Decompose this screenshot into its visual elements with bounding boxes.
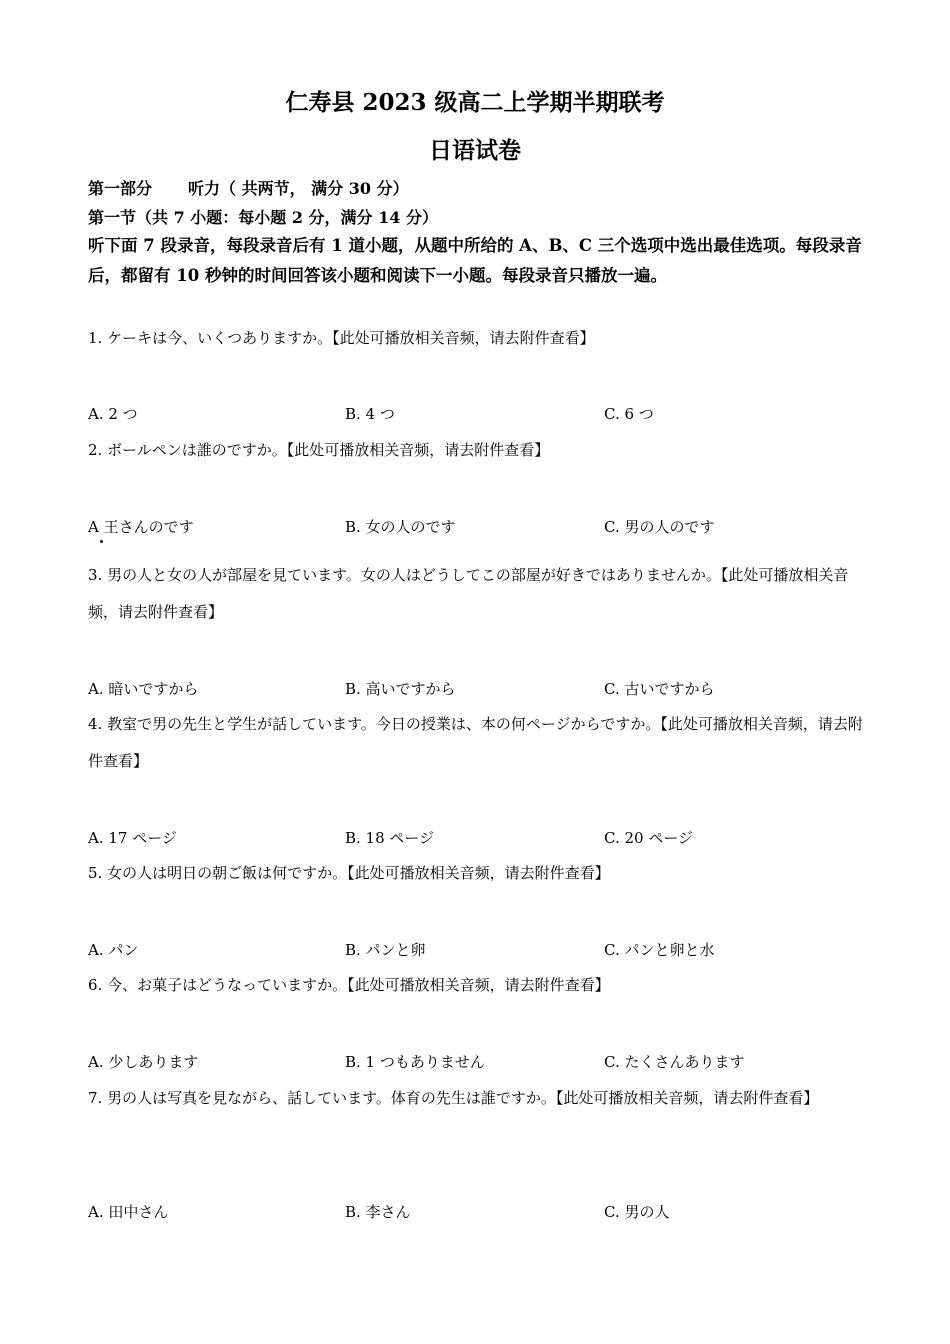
question-5-text: 5. 女の人は明日の朝ご飯は何ですか。【此处可播放相关音频，请去附件查看】 xyxy=(88,864,610,882)
question-7-text: 7. 男の人は写真を見ながら、話しています。体育の先生は誰ですか。【此处可播放相关音频，请去附件查看】 xyxy=(88,1089,819,1107)
question-6-option-a[interactable]: A. 少しあります xyxy=(88,1053,199,1071)
question-7-option-c[interactable]: C. 男の人 xyxy=(604,1203,670,1221)
question-5-option-c[interactable]: C. パンと卵と水 xyxy=(604,941,715,959)
question-6-option-c[interactable]: C. たくさんあります xyxy=(604,1053,745,1071)
question-2-text: 2. ボールペンは誰のですか。【此处可播放相关音频，请去附件查看】 xyxy=(88,441,550,459)
section-heading: 第一节（共 7 小题：每小题 2 分，满分 14 分） xyxy=(88,208,438,227)
exam-title: 仁寿县 2023 级高二上学期半期联考 xyxy=(285,89,665,116)
question-6-text: 6. 今、お菓子はどうなっていますか。【此处可播放相关音频，请去附件查看】 xyxy=(88,976,610,994)
stray-dot-mark xyxy=(100,540,103,543)
exam-subtitle: 日语试卷 xyxy=(429,137,521,164)
section-instructions: 听下面 7 段录音，每段录音后有 1 道小题，从题中所给的 A、B、C 三个选项中选出最佳选项。每段录音后，都留有 10 秒钟的时间回答该小题和阅读下一小题。每段录音只播放一遍。 xyxy=(88,236,862,285)
question-2-option-a[interactable]: A 王さんのです xyxy=(88,518,194,536)
question-5-option-a[interactable]: A. パン xyxy=(88,941,139,959)
part-description: 听力（ 共两节， 满分 30 分） xyxy=(188,179,409,198)
question-7-option-b[interactable]: B. 李さん xyxy=(345,1203,411,1221)
part-heading xyxy=(88,176,409,199)
question-3-option-c[interactable]: C. 古いですから xyxy=(604,680,715,698)
part-label: 第一部分 xyxy=(88,179,153,198)
question-4-option-a[interactable]: A. 17 ページ xyxy=(88,829,177,847)
question-1-option-a[interactable]: A. 2 つ xyxy=(88,405,138,423)
question-4-option-c[interactable]: C. 20 ページ xyxy=(604,829,694,847)
question-7-option-a[interactable]: A. 田中さん xyxy=(88,1203,169,1221)
question-3-text: 3. 男の人と女の人が部屋を見ています。女の人はどうしてこの部屋が好きではありませんか。【此处可播放相关音频，请去附件查看】 xyxy=(88,566,849,621)
question-1-option-b[interactable]: B. 4 つ xyxy=(345,405,395,423)
question-4-text: 4. 教室で男の先生と学生が話しています。今日の授業は、本の何ページからですか。【此处可播放相关音频，请去附件查看】 xyxy=(88,715,863,770)
question-3-option-b[interactable]: B. 高いですから xyxy=(345,680,456,698)
question-6-option-b[interactable]: B. 1 つもありません xyxy=(345,1053,485,1071)
question-2-option-b[interactable]: B. 女の人のです xyxy=(345,518,456,536)
question-2-option-c[interactable]: C. 男の人のです xyxy=(604,518,715,536)
question-4-option-b[interactable]: B. 18 ページ xyxy=(345,829,435,847)
question-5-option-b[interactable]: B. パンと卵 xyxy=(345,941,426,959)
question-1-text: 1. ケーキは今、いくつありますか。【此处可播放相关音频，请去附件查看】 xyxy=(88,329,595,347)
question-1-option-c[interactable]: C. 6 つ xyxy=(604,405,654,423)
question-3-option-a[interactable]: A. 暗いですから xyxy=(88,680,199,698)
